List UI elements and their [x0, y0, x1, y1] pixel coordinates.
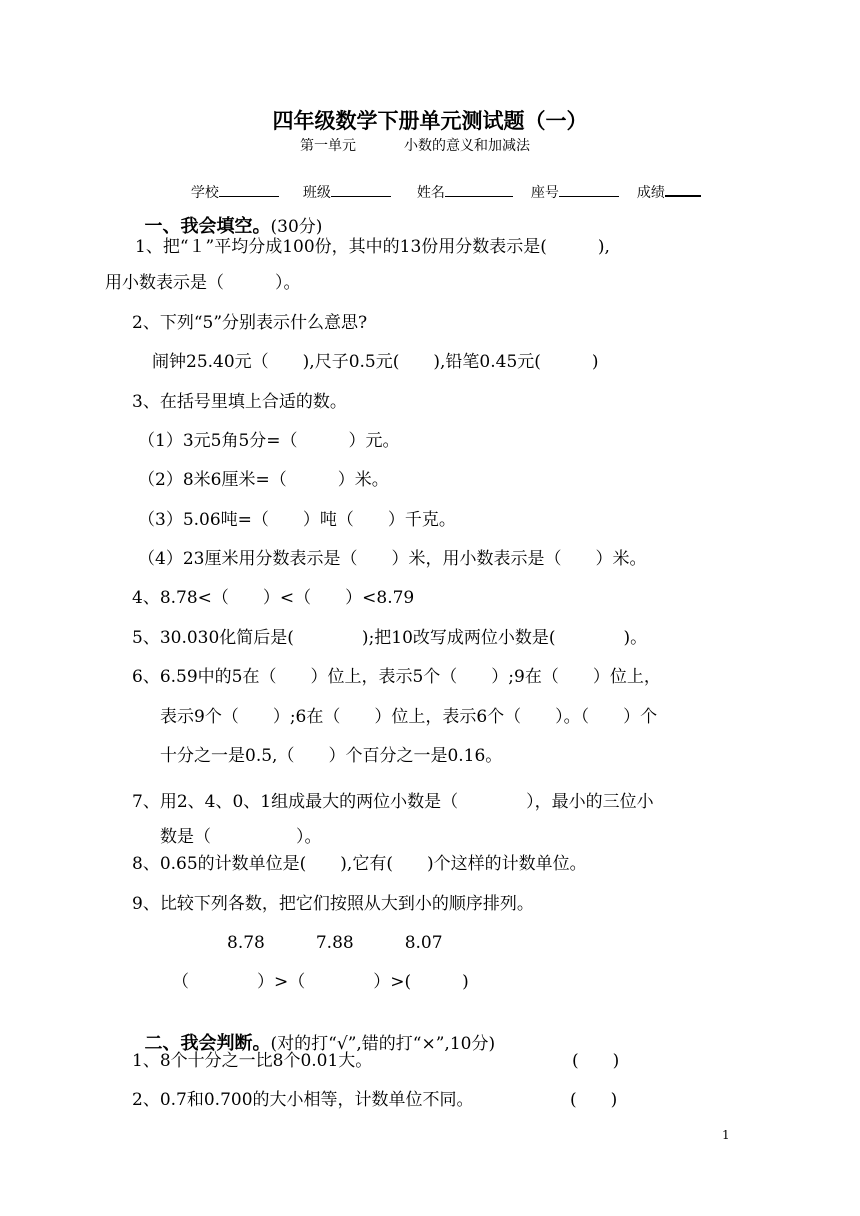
q8-line: 8、0.65的计数单位是( ),它有( )个这样的计数单位。 [132, 854, 587, 874]
q7-line2: 数是（ ）。 [160, 827, 322, 847]
section2-heading [132, 1011, 495, 1055]
section1-points: (30分) [270, 217, 323, 237]
q9-answer-line: （ ）>（ ）>( ) [172, 972, 469, 992]
school-label: 学校 [190, 185, 219, 201]
q6-line2: 表示9个（ ）;6在（ ）位上，表示6个（ ）。（ ）个 [160, 707, 658, 727]
q3-item1: （1）3元5角5分=（ ）元。 [138, 431, 400, 451]
class-blank[interactable] [331, 182, 391, 197]
name-label: 姓名 [416, 185, 445, 201]
judge-answer-2[interactable]: ( ) [570, 1090, 618, 1110]
q6-line3: 十分之一是0.5,（ ）个百分之一是0.16。 [160, 746, 503, 766]
page-title: 四年级数学下册单元测试题（一） [272, 109, 588, 133]
q3-item2: （2）8米6厘米=（ ）米。 [138, 470, 389, 490]
subtitle-topic: 小数的意义和加减法 [404, 138, 530, 154]
judge-item-1: 1、8个十分之一比8个0.01大。 [132, 1051, 373, 1071]
section1-heading-text: 一、我会填空。 [144, 216, 271, 237]
score-label: 成绩 [636, 185, 665, 201]
class-label: 班级 [302, 185, 331, 201]
q9-line1: 9、比较下列各数，把它们按照从大到小的顺序排列。 [132, 894, 534, 914]
section1-heading [132, 194, 322, 238]
q2-line2: 闹钟25.40元（ ),尺子0.5元( ),铅笔0.45元( ) [152, 352, 599, 372]
seat-blank[interactable] [559, 182, 619, 197]
seat-label: 座号 [530, 185, 559, 201]
section2-note: (对的打“√”,错的打“×”,10分) [270, 1034, 496, 1054]
q3-item3: （3）5.06吨=（ ）吨（ ）千克。 [138, 510, 456, 530]
q1-line1: 1、把“１”平均分成100份，其中的13份用分数表示是( ), [135, 237, 610, 257]
judge-item-2: 2、0.7和0.700的大小相等，计数单位不同。 [132, 1090, 474, 1110]
q5-line: 5、30.030化简后是( );把10改写成两位小数是( )。 [132, 628, 648, 648]
q9-numbers: 8.78 7.88 8.07 [227, 933, 443, 953]
q7-line1: 7、用2、4、0、1组成最大的两位小数是（ ），最小的三位小 [132, 792, 654, 812]
q3-line1: 3、在括号里填上合适的数。 [132, 392, 347, 412]
section2-heading-text: 二、我会判断。 [144, 1033, 271, 1054]
q4-line: 4、8.78<（ ）<（ ）<8.79 [132, 588, 415, 608]
name-blank[interactable] [445, 182, 513, 197]
judge-answer-1[interactable]: ( ) [572, 1051, 620, 1071]
q1-line2: 用小数表示是（ ）。 [105, 273, 301, 293]
q3-item4: （4）23厘米用分数表示是（ ）米，用小数表示是（ ）米。 [138, 549, 647, 569]
subtitle-unit: 第一单元 [300, 138, 356, 154]
q6-line1: 6、6.59中的5在（ ）位上，表示5个（ ）;9在（ ）位上， [132, 667, 661, 687]
q2-line1: 2、下列“5”分别表示什么意思? [132, 313, 368, 333]
page-number: 1 [722, 1128, 730, 1142]
score-blank[interactable] [665, 181, 701, 197]
